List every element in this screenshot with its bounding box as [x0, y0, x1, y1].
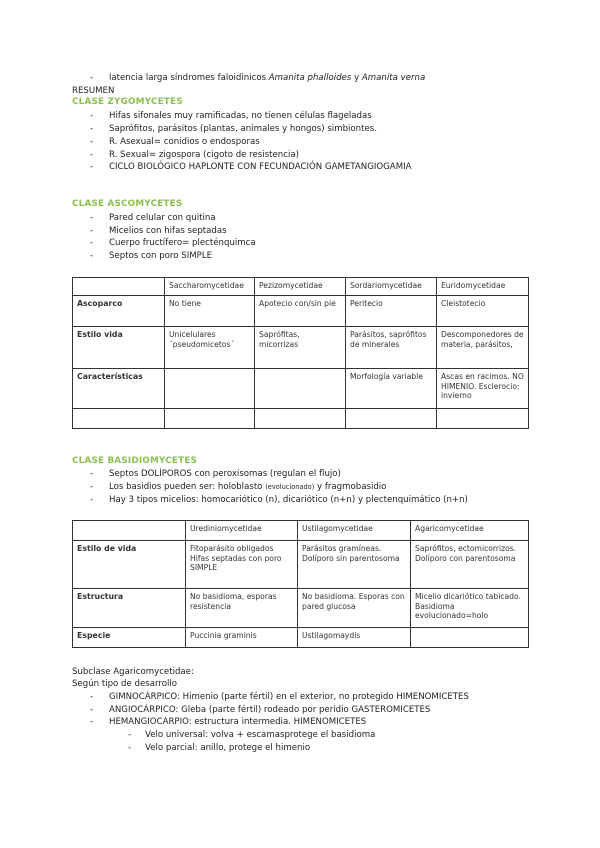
table-row: Características Morfología variable Ascas en racimos. NO HIMENIO. Esclerocio: invierno — [73, 369, 529, 409]
header-agaricomycetidae: Agaricomycetidae — [411, 521, 529, 541]
list-item: - Velo universal: volva + escamasprotege el basidioma — [128, 730, 376, 740]
table-header-row — [73, 278, 529, 296]
list-item: - CICLO BIOLÓGICO HAPLONTE CON FECUNDACIÓN GAMETANGIOGAMIA — [90, 162, 412, 172]
bullet: - — [90, 717, 94, 727]
bullet: - — [90, 469, 94, 479]
basidio-table — [72, 520, 529, 648]
conjunction: y — [354, 73, 360, 83]
bullet: - — [90, 226, 94, 236]
table-row — [73, 409, 529, 429]
header-euridomycetidae: Euridomycetidae — [437, 278, 529, 296]
header-pezizomycetidae: Pezizomycetidae — [255, 278, 346, 296]
bullet: - — [128, 730, 132, 740]
list-item: - GIMNOCÁRPICO: Himenio (parte fértil) en el exterior, no protegido HIMENOMICETES — [90, 692, 469, 702]
list-item: - R. Asexual= conidios o endosporas — [90, 137, 260, 147]
list-item: - Micelios con hifas septadas — [90, 226, 227, 236]
bullet: - — [90, 482, 94, 492]
table-row: Estilo vida Unicelulares ´pseudomicetos´ Saprófitas, micorrizas Parásitos, saprófitos de minerales Descomponedores de materia, parásitos, — [73, 327, 529, 369]
bullet: - — [128, 743, 132, 753]
bullet: - — [90, 162, 94, 172]
list-item: - R. Sexual= zigospora (cigoto de resistencia) — [90, 150, 299, 160]
list-item: - Hifas sifonales muy ramificadas, no tienen células flageladas — [90, 111, 372, 121]
evolucionado-note: (evolucionado) — [265, 483, 315, 491]
header-ustilagomycetidae: Ustilagomycetidae — [298, 521, 411, 541]
table-row: Estructura No basidioma, esporas resistencia No basidioma. Esporas con pared glucosa Micelio dicariótico tabicado. Basidioma evolucionado=holo — [73, 589, 529, 628]
table-row: Estilo de vida Fitoparásito obligados Hifas septadas con poro SIMPLE Parásitos gramíneas. Dolíporo sin parentosoma Saprófitos, ectomicorrizos. Dolíporo con parentosoma — [73, 541, 529, 589]
bullet: - — [90, 137, 94, 147]
list-item: - Septos con poro SIMPLE — [90, 251, 213, 261]
bullet: - — [90, 705, 94, 715]
header-urediniomycetidae: Urediniomycetidae — [186, 521, 298, 541]
species-phalloides: Amanita phalloides — [268, 73, 352, 83]
row-label: Características — [73, 369, 165, 409]
list-item: - Cuerpo fructífero= plecténquimca — [90, 238, 256, 248]
header-saccharomycetidae: Saccharomycetidae — [165, 278, 255, 296]
asco-title: CLASE ASCOMYCETES — [72, 199, 183, 209]
list-item: - Velo parcial: anillo, protege el himenio — [128, 743, 311, 753]
bullet: - — [90, 238, 94, 248]
list-item: - ANGIOCÁRPICO: Gleba (parte fértil) rodeado por peridio GASTEROMICETES — [90, 705, 431, 715]
table-row: Ascoparco No tiene Apotecio con/sin pie Peritecio Cleistotecio — [73, 296, 529, 327]
zygo-title: CLASE ZYGOMYCETES — [72, 97, 183, 107]
bullet: - — [90, 213, 94, 223]
bullet: - — [90, 124, 94, 134]
list-item: - Saprófitos, parásitos (plantas, animales y hongos) simbiontes. — [90, 124, 377, 134]
table-header-row — [73, 521, 529, 541]
row-label: Estilo vida — [73, 327, 165, 369]
bullet: - — [90, 73, 94, 83]
list-item: - HEMANGIOCARPIO: estructura intermedia. HIMENOMICETES — [90, 717, 367, 727]
bullet: - — [90, 251, 94, 261]
basidio-title: CLASE BASIDIOMYCETES — [72, 456, 198, 466]
list-item: - Pared celular con quitina — [90, 213, 216, 223]
list-item: - Hay 3 tipos micelios: homocariótico (n), dicariótico (n+n) y plectenquimático (n+n) — [90, 495, 468, 505]
subclase-label: Subclase Agaricomycetidae: — [72, 667, 194, 677]
list-item: - Septos DOLÍPOROS con peroxisomas (regulan el flujo) — [90, 469, 341, 479]
header-sordariomycetidae: Sordariomycetidae — [346, 278, 437, 296]
table-row: Especie Puccinia graminis Ustilagomaydis — [73, 628, 529, 648]
list-item: - Los basidios pueden ser: holoblasto (evolucionado) y fragmobasidio — [90, 482, 387, 492]
bullet: - — [90, 495, 94, 505]
species-verna: Amanita verna — [361, 73, 426, 83]
segun-label: Según tipo de desarrollo — [72, 679, 178, 689]
resumen-label: RESUMEN — [72, 86, 115, 96]
bullet: - — [90, 111, 94, 121]
row-label: Ascoparco — [73, 296, 165, 327]
latency-line — [0, 72, 600, 84]
bullet: - — [90, 692, 94, 702]
bullet: - — [90, 150, 94, 160]
row-label: Estilo de vida — [73, 541, 186, 589]
row-label: Especie — [73, 628, 186, 648]
row-label: Estructura — [73, 589, 186, 628]
asco-table — [72, 277, 529, 429]
latency-text: latencia larga síndromes faloidinicos — [109, 73, 267, 83]
